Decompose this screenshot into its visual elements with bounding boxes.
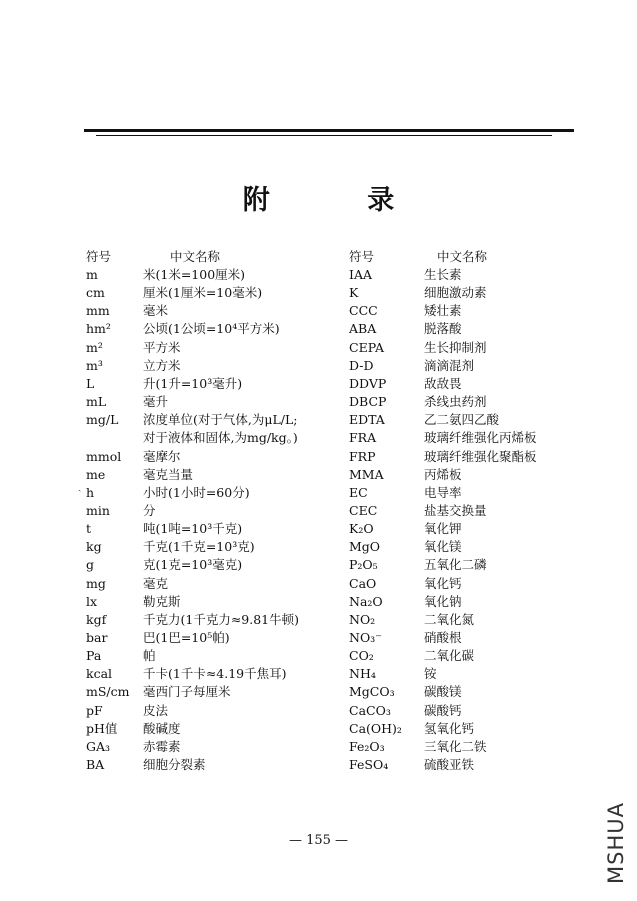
table-row bbox=[0, 502, 637, 520]
right-name: 玻璃纤维强化聚酯板 bbox=[424, 448, 537, 464]
left-symbol: mL bbox=[86, 394, 107, 410]
right-symbol: CEC bbox=[349, 502, 378, 518]
left-name: 巴(1巴=10⁵帕) bbox=[143, 630, 230, 645]
right-symbol: NH₄ bbox=[349, 666, 376, 682]
left-name: 千卡(1千卡≈4.19千焦耳) bbox=[143, 666, 287, 682]
page-title: 附 录 bbox=[242, 185, 439, 216]
stray-mark: ˏ bbox=[78, 481, 82, 492]
table-row bbox=[0, 375, 637, 393]
left-name: 毫米 bbox=[143, 303, 169, 319]
table-row bbox=[0, 756, 637, 774]
right-symbol: CEPA bbox=[349, 339, 384, 355]
right-symbol: ABA bbox=[349, 321, 377, 337]
right-symbol: EC bbox=[349, 484, 368, 500]
left-symbol: mm bbox=[86, 303, 110, 319]
left-name: 对于液体和固体,为mg/kg。) bbox=[143, 430, 298, 446]
table-row bbox=[0, 448, 637, 466]
right-name: 玻璃纤维强化丙烯板 bbox=[424, 430, 537, 446]
right-name-header: 中文名称 bbox=[437, 249, 488, 264]
watermark-text: MSHUA bbox=[604, 802, 628, 884]
left-symbol: kgf bbox=[86, 611, 107, 627]
left-name: 毫升 bbox=[143, 394, 169, 410]
left-name: 赤霉素 bbox=[143, 738, 181, 754]
left-name: 平方米 bbox=[143, 339, 181, 355]
table-row bbox=[0, 556, 637, 574]
right-name: 乙二氨四乙酸 bbox=[424, 412, 500, 428]
right-name: 丙烯板 bbox=[424, 466, 462, 482]
left-symbol: m³ bbox=[86, 357, 103, 373]
left-name: 吨(1吨=10³千克) bbox=[143, 521, 243, 537]
right-name: 硫酸亚铁 bbox=[424, 757, 475, 773]
header-rule-thick bbox=[84, 129, 574, 132]
right-symbol: FeSO₄ bbox=[349, 757, 389, 773]
right-symbol: IAA bbox=[349, 267, 372, 282]
table-row bbox=[0, 683, 637, 701]
table-row bbox=[0, 611, 637, 629]
right-name: 氧化钾 bbox=[424, 521, 462, 537]
table-row bbox=[0, 411, 637, 429]
right-name: 细胞激动素 bbox=[424, 285, 487, 301]
right-symbol: CaO bbox=[349, 575, 377, 591]
left-name: 毫西门子每厘米 bbox=[143, 684, 231, 700]
left-symbol: h bbox=[86, 484, 95, 500]
left-name: 千克(1千克=10³克) bbox=[143, 539, 255, 555]
right-name: 氧化镁 bbox=[424, 539, 462, 555]
right-symbol: Na₂O bbox=[349, 593, 383, 609]
watermark bbox=[603, 797, 629, 889]
table-row bbox=[0, 393, 637, 411]
left-name: 立方米 bbox=[143, 357, 181, 373]
table-row bbox=[0, 575, 637, 593]
left-name: 米(1米=100厘米) bbox=[143, 267, 246, 282]
left-symbol: L bbox=[86, 375, 95, 391]
table-row bbox=[0, 702, 637, 720]
left-symbol-header: 符号 bbox=[86, 249, 112, 264]
right-symbol: MMA bbox=[349, 466, 384, 482]
table-row bbox=[0, 284, 637, 302]
left-symbol: hm² bbox=[86, 321, 111, 337]
right-name: 敌敌畏 bbox=[424, 375, 462, 391]
table-row bbox=[0, 484, 637, 502]
right-symbol: P₂O₅ bbox=[349, 557, 378, 573]
left-name: 酸碱度 bbox=[143, 720, 181, 736]
left-symbol: m bbox=[86, 267, 98, 282]
left-symbol: pF bbox=[86, 702, 103, 718]
left-name: 公顷(1公顷=10⁴平方米) bbox=[143, 321, 280, 337]
left-name: 毫克当量 bbox=[143, 466, 194, 482]
right-symbol: MgCO₃ bbox=[349, 684, 395, 700]
left-symbol: GA₃ bbox=[86, 738, 111, 754]
right-name: 氢氧化钙 bbox=[424, 720, 475, 736]
right-name: 碳酸钙 bbox=[424, 702, 462, 718]
right-symbol: Ca(OH)₂ bbox=[349, 720, 402, 736]
left-name: 浓度单位(对于气体,为μL/L; bbox=[143, 412, 298, 428]
right-symbol: NO₂ bbox=[349, 611, 376, 627]
right-symbol: DBCP bbox=[349, 394, 387, 410]
table-row bbox=[0, 520, 637, 538]
left-symbol: kcal bbox=[86, 666, 113, 682]
left-symbol: Pa bbox=[86, 648, 102, 664]
right-name: 矮壮素 bbox=[424, 303, 462, 319]
left-symbol: m² bbox=[86, 339, 103, 355]
left-symbol: mg/L bbox=[86, 412, 119, 428]
left-symbol: t bbox=[86, 521, 92, 537]
left-name: 细胞分裂素 bbox=[143, 757, 206, 773]
left-symbol: mg bbox=[86, 575, 106, 591]
table-row bbox=[0, 266, 637, 284]
right-symbol: EDTA bbox=[349, 412, 385, 428]
right-symbol: Fe₂O₃ bbox=[349, 738, 385, 754]
left-symbol: mS/cm bbox=[86, 684, 130, 700]
left-name: 帕 bbox=[143, 648, 156, 664]
right-name: 二氧化碳 bbox=[424, 648, 475, 664]
left-name: 克(1克=10³毫克) bbox=[143, 557, 243, 573]
table-row bbox=[0, 320, 637, 338]
left-symbol: BA bbox=[86, 757, 105, 773]
right-name: 五氧化二磷 bbox=[424, 557, 487, 573]
left-symbol: lx bbox=[86, 593, 98, 609]
right-name: 生长抑制剂 bbox=[424, 339, 487, 355]
table-row bbox=[0, 339, 637, 357]
left-symbol: cm bbox=[86, 285, 105, 301]
right-symbol: FRP bbox=[349, 448, 376, 464]
right-symbol: D-D bbox=[349, 357, 374, 373]
right-symbol: CCC bbox=[349, 303, 378, 319]
right-name: 生长素 bbox=[424, 267, 462, 282]
table-header bbox=[0, 248, 637, 266]
left-name: 皮法 bbox=[143, 702, 169, 718]
right-name: 碳酸镁 bbox=[424, 684, 462, 700]
right-name: 三氧化二铁 bbox=[424, 738, 487, 754]
right-symbol: CaCO₃ bbox=[349, 702, 391, 718]
right-symbol: K bbox=[349, 285, 359, 301]
right-name: 二氧化氮 bbox=[424, 611, 475, 627]
right-name: 杀线虫药剂 bbox=[424, 394, 487, 410]
table-row bbox=[0, 538, 637, 556]
left-symbol: min bbox=[86, 502, 110, 518]
table-row bbox=[0, 647, 637, 665]
right-name: 滴滴混剂 bbox=[424, 357, 475, 373]
left-symbol: me bbox=[86, 466, 106, 482]
right-symbol: FRA bbox=[349, 430, 377, 446]
right-name: 铵 bbox=[424, 666, 437, 682]
left-symbol: kg bbox=[86, 539, 102, 555]
left-symbol: mmol bbox=[86, 448, 122, 464]
right-symbol: MgO bbox=[349, 539, 381, 555]
right-name: 电导率 bbox=[424, 484, 462, 500]
table-row bbox=[0, 357, 637, 375]
right-symbol: NO₃⁻ bbox=[349, 630, 382, 645]
left-name: 千克力(1千克力≈9.81牛顿) bbox=[143, 611, 300, 627]
right-symbol: K₂O bbox=[349, 521, 374, 537]
right-symbol-header: 符号 bbox=[349, 249, 375, 264]
right-name: 盐基交换量 bbox=[424, 502, 487, 518]
table-row bbox=[0, 429, 637, 447]
left-name-header: 中文名称 bbox=[170, 249, 221, 264]
right-name: 硝酸根 bbox=[424, 630, 462, 645]
table-row bbox=[0, 665, 637, 683]
left-name: 升(1升=10³毫升) bbox=[143, 375, 243, 391]
left-name: 分 bbox=[143, 502, 156, 518]
left-name: 毫摩尔 bbox=[143, 448, 181, 464]
table-row bbox=[0, 738, 637, 756]
table-row bbox=[0, 302, 637, 320]
table-row bbox=[0, 629, 637, 647]
right-name: 氧化钙 bbox=[424, 575, 462, 591]
table-row bbox=[0, 466, 637, 484]
table-row bbox=[0, 720, 637, 738]
left-symbol: g bbox=[86, 557, 95, 573]
right-symbol: DDVP bbox=[349, 375, 387, 391]
left-name: 小时(1小时=60分) bbox=[143, 484, 250, 500]
right-name: 氧化钠 bbox=[424, 593, 462, 609]
table-row bbox=[0, 593, 637, 611]
header-rule-thin bbox=[96, 135, 552, 136]
page-number: — 155 — bbox=[288, 833, 349, 848]
left-symbol: pH值 bbox=[86, 720, 118, 736]
left-name: 毫克 bbox=[143, 575, 169, 591]
right-symbol: CO₂ bbox=[349, 648, 374, 664]
right-name: 脱落酸 bbox=[424, 321, 462, 337]
left-name: 勒克斯 bbox=[143, 593, 181, 609]
left-name: 厘米(1厘米=10毫米) bbox=[143, 285, 263, 301]
left-symbol: bar bbox=[86, 630, 108, 645]
